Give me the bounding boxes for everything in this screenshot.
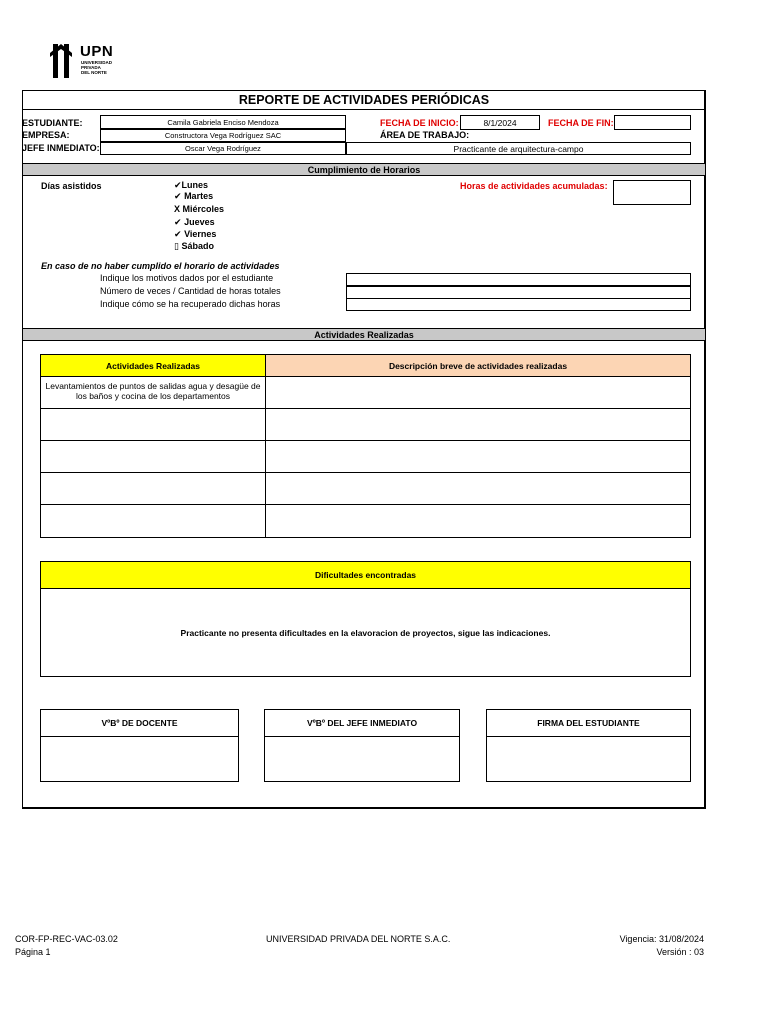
logo-line-3: DEL NORTE [81, 70, 107, 75]
logo-line-1: UNIVERSIDAD [81, 60, 113, 65]
accumulated-hours-label: Horas de actividades acumuladas: [460, 181, 608, 191]
day-mark: ✔ [174, 229, 182, 239]
day-name: Martes [184, 191, 214, 201]
table-row-4-description[interactable] [265, 472, 691, 505]
day-item-friday[interactable] [174, 229, 216, 240]
day-item-saturday[interactable] [174, 241, 214, 252]
table-row-3-activity[interactable] [40, 440, 266, 473]
footer-institution: UNIVERSIDAD PRIVADA DEL NORTE S.A.C. [266, 934, 451, 944]
boss-value: Oscar Vega Rodríguez [185, 144, 261, 153]
recovery-label: Indique cómo se ha recuperado dichas horas [100, 299, 281, 309]
teacher-approval-header: VºBº DE DOCENTE [40, 709, 239, 737]
teacher-signature-box[interactable] [40, 736, 239, 782]
work-area-field[interactable] [346, 142, 691, 155]
footer-page-number: Página 1 [15, 947, 51, 957]
boss-approval-header: VºBº DEL JEFE INMEDIATO [264, 709, 460, 737]
days-attended-label: Días asistidos [41, 181, 102, 191]
boss-signature-box[interactable] [264, 736, 460, 782]
upn-logo [50, 44, 120, 78]
work-area-label: ÁREA DE TRABAJO: [380, 130, 470, 140]
upn-logo-mark-icon [50, 44, 80, 78]
accumulated-hours-field[interactable] [613, 180, 691, 205]
activities-table [40, 354, 691, 538]
footer-form-code: COR-FP-REC-VAC-03.02 [15, 934, 118, 944]
recovery-field[interactable] [346, 298, 691, 311]
student-signature-header: FIRMA DEL ESTUDIANTE [486, 709, 691, 737]
day-mark: ▯ [174, 241, 179, 251]
day-item-monday[interactable] [174, 180, 208, 191]
table-row-2-activity[interactable] [40, 408, 266, 441]
boss-label: JEFE INMEDIATO: [22, 143, 100, 153]
day-mark: ✔ [174, 191, 182, 201]
start-date-value: 8/1/2024 [483, 117, 517, 128]
boss-field[interactable] [100, 142, 346, 155]
company-label: EMPRESA: [22, 130, 70, 140]
logo-brand: UPN [80, 43, 114, 60]
logo-line-2: PRIVADA [81, 65, 101, 70]
day-item-wednesday[interactable] [174, 204, 224, 215]
table-row-3-description[interactable] [265, 440, 691, 473]
schedule-section-header: Cumplimiento de Horarios [23, 163, 705, 176]
end-date-label: FECHA DE FIN: [548, 118, 614, 128]
table-row-5-activity[interactable] [40, 504, 266, 538]
count-label: Número de veces / Cantidad de horas totales [100, 286, 281, 296]
table-row-1-description[interactable] [265, 376, 691, 409]
end-date-field[interactable] [614, 115, 691, 130]
start-date-label: FECHA DE INICIO: [380, 118, 459, 128]
day-name: Miércoles [182, 204, 225, 214]
start-date-field[interactable] [460, 115, 540, 130]
work-area-value: Practicante de arquitectura-campo [453, 143, 584, 154]
company-field[interactable] [100, 129, 346, 142]
report-title: REPORTE DE ACTIVIDADES PERIÓDICAS [22, 91, 706, 110]
table-row-1-activity[interactable]: Levantamientos de puntos de salidas agua y desagüe de los baños y cocina de los departamentos [40, 376, 266, 409]
company-value: Constructora Vega Rodríguez SAC [164, 131, 282, 140]
student-field[interactable] [100, 115, 346, 129]
reason-label: Indique los motivos dados por el estudiante [100, 273, 274, 283]
day-name: Jueves [184, 217, 215, 227]
student-signature-box[interactable] [486, 736, 691, 782]
day-name: Sábado [181, 241, 214, 251]
day-name: Viernes [184, 229, 217, 239]
activities-section-header: Actividades Realizadas [23, 328, 705, 341]
difficulties-text[interactable]: Practicante no presenta dificultades en la elavoracion de proyectos, sigue las indicaciones. [40, 588, 691, 677]
day-item-tuesday[interactable] [174, 191, 213, 202]
table-row-5-description[interactable] [265, 504, 691, 538]
description-column-header: Descripción breve de actividades realizadas [265, 354, 691, 377]
table-row-2-description[interactable] [265, 408, 691, 441]
footer-version: Versión : 03 [656, 947, 704, 957]
table-row-4-activity[interactable] [40, 472, 266, 505]
day-mark: ✔ [174, 217, 182, 227]
days-list [173, 180, 253, 256]
footer-validity: Vigencia: 31/08/2024 [619, 934, 704, 944]
student-value: Camila Gabriela Enciso Mendoza [167, 117, 279, 127]
day-mark: ✔ [174, 180, 182, 190]
day-name: Lunes [181, 180, 209, 190]
activities-column-header: Actividades Realizadas [40, 354, 266, 377]
student-label: ESTUDIANTE: [22, 118, 83, 128]
day-item-thursday[interactable] [174, 217, 215, 228]
difficulties-header: Dificultades encontradas [40, 561, 691, 589]
day-mark: X [174, 204, 181, 214]
reason-field[interactable] [346, 273, 691, 286]
noncompliance-title: En caso de no haber cumplido el horario de actividades [41, 261, 280, 271]
